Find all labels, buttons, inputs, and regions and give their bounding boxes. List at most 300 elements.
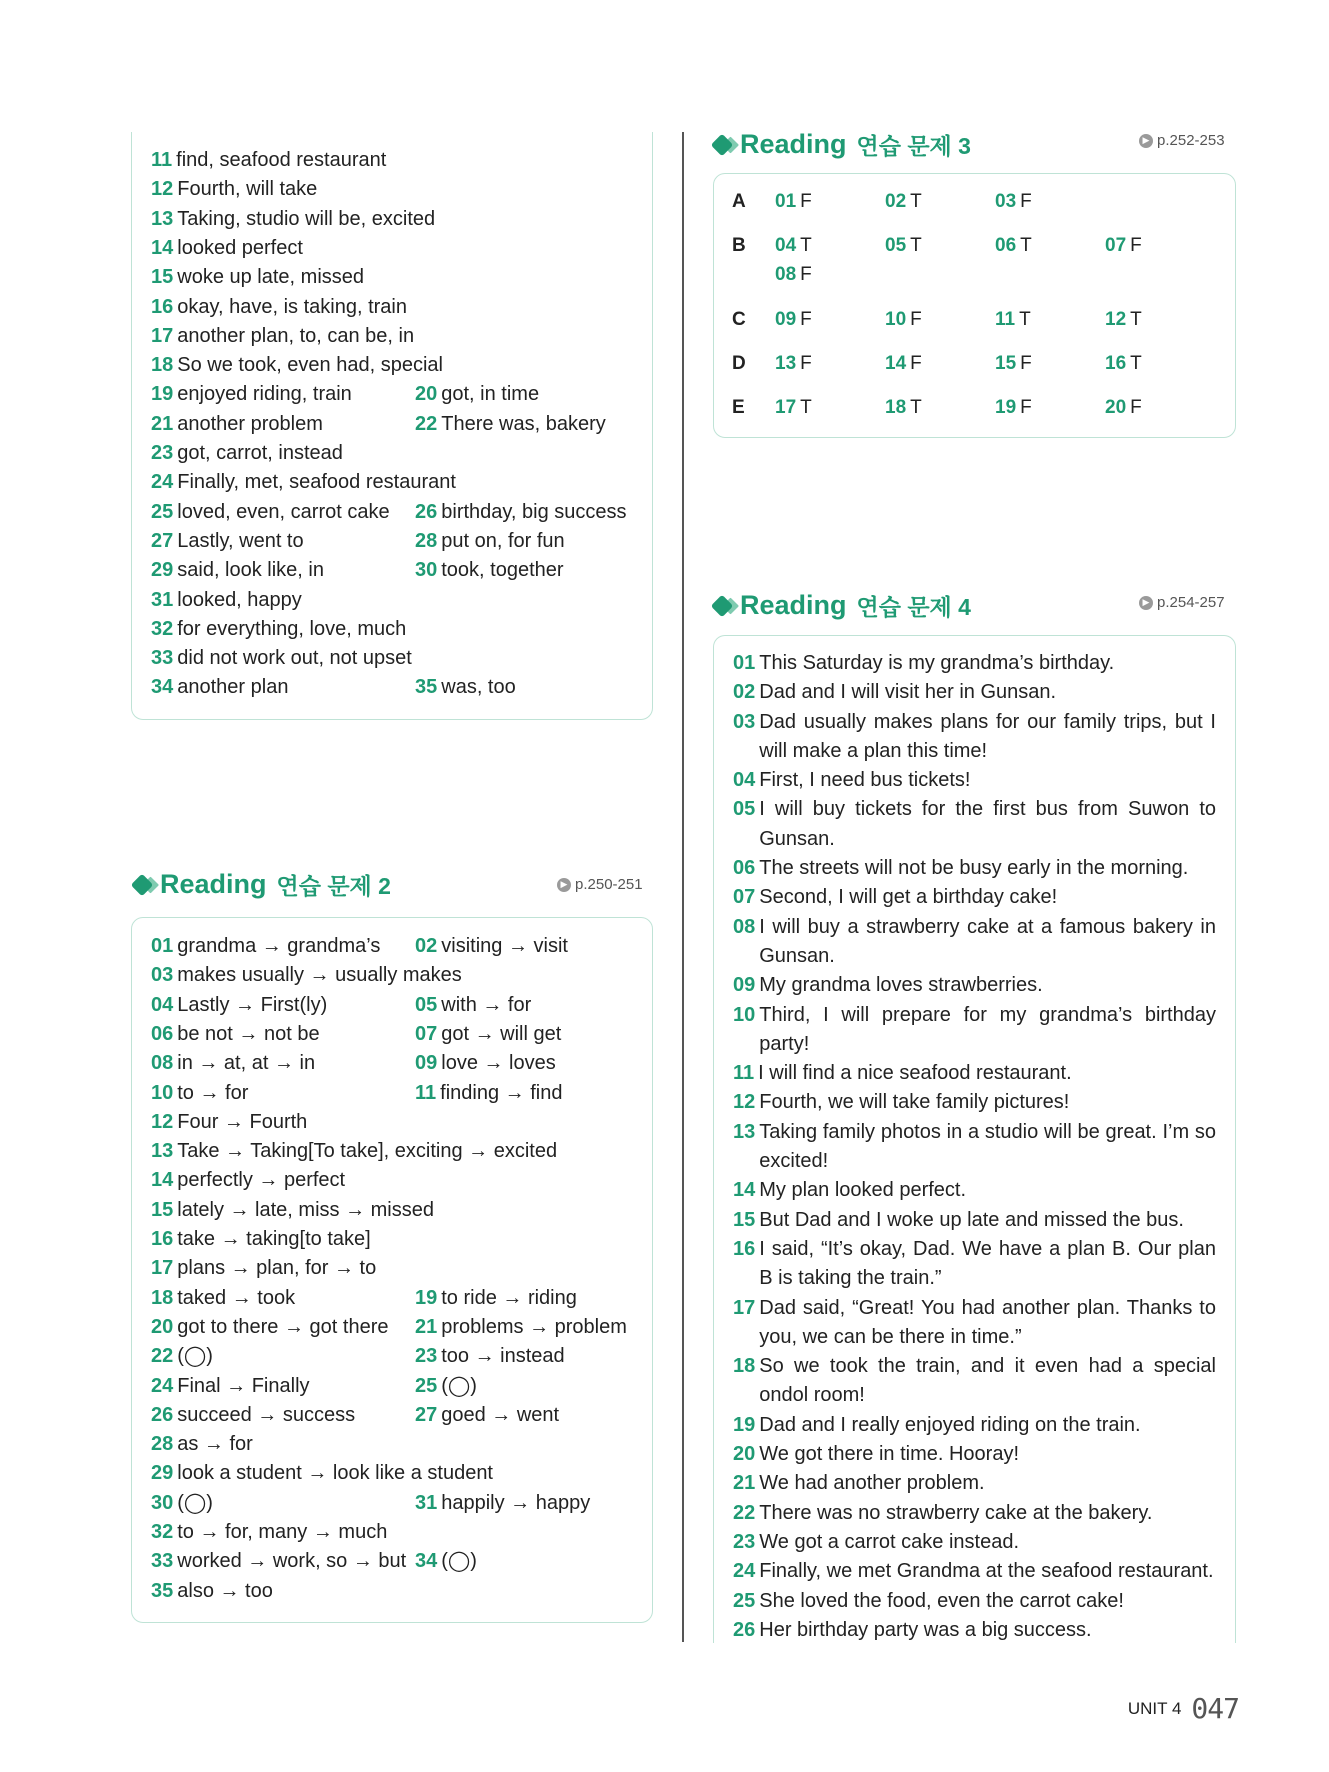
item-text: with → for [441, 993, 532, 1016]
item-text: another problem [177, 412, 323, 435]
item-text: plans → plan, for → to [177, 1257, 377, 1280]
answer-item [151, 1166, 345, 1195]
answer-item [415, 527, 565, 556]
sentence-item [733, 1440, 1216, 1469]
sentence-item [733, 1587, 1216, 1616]
item-number: 26 [151, 1403, 174, 1426]
item-text: got, in time [441, 383, 540, 406]
answer-item [151, 293, 407, 322]
item-number: 06 [995, 235, 1017, 256]
item-number: 14 [151, 1169, 174, 1192]
answer-item [415, 1547, 477, 1576]
item-text: Final → Finally [177, 1374, 310, 1397]
tf-value: F [1020, 353, 1032, 374]
item-text: took, together [441, 559, 564, 582]
item-number: 17 [733, 1296, 756, 1319]
item-text: taked → took [177, 1286, 296, 1309]
item-number: 23 [415, 1345, 438, 1368]
item-number: 12 [151, 178, 174, 201]
item-number: 16 [151, 1228, 174, 1250]
item-text: The streets will not be busy early in the morning. [759, 857, 1189, 880]
answer-item [151, 1577, 273, 1606]
item-number: 13 [733, 1120, 756, 1143]
item-text: looked, happy [177, 588, 302, 611]
item-text: makes usually → usually makes [177, 964, 462, 987]
item-text: So we took the train, and it even had a special ondol room! [759, 1355, 1216, 1407]
item-number: 28 [151, 1433, 174, 1456]
answer-item [151, 1079, 248, 1108]
item-number: 35 [415, 676, 438, 699]
item-number: 34 [151, 676, 174, 699]
item-text: perfectly → perfect [177, 1169, 346, 1192]
item-text: I will buy tickets for the first bus from Suwon to Gunsan. [759, 798, 1216, 850]
sentence-item [733, 971, 1216, 1000]
item-text: woke up late, missed [177, 266, 365, 289]
item-text: Third, I will prepare for my grandma’s birthday party! [759, 1003, 1216, 1055]
tf-item [995, 397, 1032, 419]
item-number: 09 [775, 309, 797, 330]
section-3-title-ko: 연습 문제 3 [856, 133, 971, 159]
item-text: lately → late, miss → missed [177, 1198, 434, 1221]
item-text: This Saturday is my grandma’s birthday. [759, 652, 1115, 674]
item-text: My grandma loves strawberries. [759, 974, 1043, 997]
item-number: 19 [733, 1413, 756, 1436]
section-2-title [134, 868, 391, 901]
sentence-item [733, 854, 1216, 883]
tf-item [775, 397, 812, 419]
tf-item [885, 397, 922, 419]
item-text: Lastly → First(ly) [177, 993, 328, 1016]
item-text: take → taking[to take] [177, 1228, 371, 1250]
sentence-item [733, 766, 1216, 795]
diamond-icon [131, 873, 154, 896]
tf-value: F [1130, 397, 1142, 418]
item-number: 07 [1105, 235, 1127, 256]
item-number: 18 [151, 354, 174, 377]
answer-item [151, 468, 456, 497]
item-text: okay, have, is taking, train [177, 295, 407, 318]
tf-value: T [910, 235, 922, 256]
item-number: 30 [151, 1491, 174, 1514]
item-text: loved, even, carrot cake [177, 500, 390, 523]
item-number: 26 [415, 500, 438, 523]
sentence-item [733, 795, 1216, 854]
item-number: 11 [415, 1081, 437, 1104]
item-number: 01 [775, 191, 797, 212]
answer-item [151, 991, 327, 1020]
item-number: 33 [151, 647, 174, 670]
section-3-page-ref [1139, 132, 1225, 149]
item-number: 28 [415, 529, 438, 552]
answer-item [151, 1313, 389, 1342]
item-text: to → for [177, 1081, 249, 1104]
item-text: My plan looked perfect. [759, 1179, 967, 1202]
item-text: worked → work, so → but [177, 1550, 407, 1573]
item-text: look a student → look like a student [177, 1462, 493, 1485]
answer-item [151, 1489, 213, 1518]
answer-item [151, 1137, 557, 1166]
answer-item [415, 991, 531, 1020]
item-text: I will buy a strawberry cake at a famous bakery in Gunsan. [759, 915, 1216, 967]
item-number: 21 [733, 1472, 756, 1495]
answer-item [415, 1313, 627, 1342]
tf-item [775, 353, 812, 375]
answer-item [415, 932, 568, 961]
item-number: 11 [995, 309, 1016, 330]
answer-item [415, 1020, 561, 1049]
item-number: 16 [151, 295, 174, 318]
item-number: 29 [151, 1462, 174, 1485]
item-text: did not work out, not upset [177, 647, 412, 670]
item-number: 12 [733, 1091, 756, 1114]
item-number: 22 [415, 412, 438, 435]
item-number: 35 [151, 1579, 174, 1602]
sentence-item [733, 1235, 1216, 1294]
item-number: 17 [151, 324, 174, 347]
item-number: 32 [151, 1521, 174, 1543]
item-number: 01 [151, 935, 174, 957]
item-number: 18 [733, 1355, 756, 1378]
tf-item [885, 191, 922, 213]
answer-item [415, 410, 606, 439]
column-divider [682, 132, 684, 1642]
item-text: find, seafood restaurant [176, 149, 387, 171]
answer-item [151, 1254, 376, 1283]
answer-item [151, 380, 352, 409]
tf-value: F [1130, 235, 1142, 256]
item-number: 24 [151, 1374, 174, 1397]
tf-row-letter: C [732, 309, 746, 330]
answer-item [151, 1372, 310, 1401]
answer-item [151, 146, 386, 175]
item-text: (◯) [441, 1550, 477, 1573]
item-text: (◯) [177, 1345, 213, 1368]
item-number: 17 [151, 1257, 174, 1280]
item-text: as → for [177, 1433, 253, 1456]
item-text: love → loves [441, 1052, 556, 1075]
item-number: 33 [151, 1550, 174, 1573]
item-text: Finally, met, seafood restaurant [177, 471, 456, 494]
item-number: 24 [151, 471, 174, 494]
item-number: 04 [733, 769, 756, 792]
sentence-item [733, 1616, 1216, 1645]
item-text: There was no strawberry cake at the bakery. [759, 1501, 1153, 1524]
item-text: goed → went [441, 1403, 560, 1426]
item-number: 31 [151, 588, 174, 611]
sentence-item [733, 1088, 1216, 1117]
tf-value: T [1019, 309, 1031, 330]
answer-item [415, 1342, 565, 1371]
item-number: 05 [885, 235, 907, 256]
item-number: 05 [415, 993, 438, 1016]
answer-item [415, 1284, 577, 1313]
play-icon: ▶ [1139, 134, 1153, 148]
item-number: 02 [415, 935, 438, 957]
tf-item [775, 235, 812, 257]
tf-value: T [1020, 235, 1032, 256]
tf-value: F [910, 353, 922, 374]
item-text: So we took, even had, special [177, 354, 443, 377]
item-number: 06 [733, 857, 756, 880]
tf-value: T [800, 235, 812, 256]
answer-item [151, 263, 364, 292]
answer-item [151, 175, 317, 204]
item-number: 22 [151, 1345, 174, 1368]
item-text: Lastly, went to [177, 529, 304, 552]
section-2-page-ref-text: p.250-251 [575, 876, 643, 893]
item-number: 14 [151, 236, 174, 259]
item-text: also → too [177, 1579, 273, 1602]
item-text: There was, bakery [441, 412, 606, 435]
answer-item [151, 932, 380, 961]
tf-value: F [800, 191, 812, 212]
item-text: got → will get [441, 1022, 562, 1045]
item-number: 15 [151, 266, 174, 289]
answer-item [151, 961, 462, 990]
sentence-item [733, 1206, 1216, 1235]
item-text: We got there in time. Hooray! [759, 1443, 1019, 1466]
item-text: Finally, we met Grandma at the seafood restaurant. [759, 1560, 1214, 1583]
tf-value: F [1020, 191, 1032, 212]
answer-item [151, 410, 323, 439]
sentence-item [733, 883, 1216, 912]
item-text: to → for, many → much [177, 1521, 388, 1543]
item-number: 30 [415, 559, 438, 582]
item-text: birthday, big success [441, 500, 627, 523]
section-3-title-en: Reading [740, 129, 847, 159]
item-number: 18 [885, 397, 907, 418]
item-number: 13 [151, 207, 174, 230]
item-text: Dad and I will visit her in Gunsan. [759, 681, 1057, 704]
tf-item [995, 191, 1032, 213]
tf-item [1105, 309, 1142, 331]
page-number: 047 [1191, 1692, 1239, 1725]
item-number: 03 [733, 710, 756, 733]
item-number: 22 [733, 1501, 756, 1524]
item-number: 08 [151, 1052, 174, 1075]
item-number: 02 [885, 191, 907, 212]
item-number: 14 [885, 353, 907, 374]
tf-item [1105, 397, 1142, 419]
answer-item [151, 1518, 387, 1547]
sentence-item [733, 708, 1216, 767]
section-2-title-ko: 연습 문제 2 [276, 873, 391, 899]
answer-item [151, 439, 343, 468]
answer-item [151, 556, 324, 585]
item-text: put on, for fun [441, 529, 565, 552]
sentence-item [733, 1411, 1216, 1440]
tf-value: T [910, 191, 922, 212]
section-4-title-ko: 연습 문제 4 [856, 594, 971, 620]
page-footer [1128, 1692, 1239, 1725]
item-number: 11 [733, 1062, 755, 1085]
item-text: too → instead [441, 1345, 565, 1368]
item-text: Dad and I really enjoyed riding on the train. [759, 1413, 1141, 1436]
item-number: 26 [733, 1618, 756, 1641]
item-number: 23 [151, 442, 174, 464]
tf-value: T [910, 397, 922, 418]
tf-item [775, 191, 812, 213]
item-text: be not → not be [177, 1022, 320, 1045]
item-text: to ride → riding [441, 1286, 577, 1309]
answer-item [415, 498, 627, 527]
item-number: 03 [151, 964, 174, 987]
sentence-item [733, 913, 1216, 972]
item-text: We had another problem. [759, 1472, 985, 1495]
tf-item [1105, 353, 1142, 375]
tf-value: T [1130, 309, 1142, 330]
section-3-page-ref-text: p.252-253 [1157, 132, 1225, 149]
item-number: 12 [151, 1110, 174, 1133]
answer-item [415, 380, 539, 409]
item-number: 32 [151, 617, 174, 640]
sentence-item [733, 1176, 1216, 1205]
item-text: for everything, love, much [177, 617, 407, 640]
item-number: 15 [995, 353, 1017, 374]
item-number: 09 [415, 1052, 438, 1075]
sentence-item [733, 1294, 1216, 1353]
answer-item [151, 527, 304, 556]
answer-item [151, 1459, 493, 1488]
item-number: 18 [151, 1286, 174, 1309]
item-text: Taking family photos in a studio will be great. I’m so excited! [759, 1120, 1216, 1173]
item-number: 25 [733, 1589, 756, 1612]
tf-item [995, 309, 1031, 331]
tf-row-letter: E [732, 397, 745, 418]
item-number: 10 [733, 1003, 756, 1026]
unit-label: UNIT 4 [1127, 1698, 1182, 1718]
answer-item [151, 234, 303, 263]
answer-item [151, 673, 288, 702]
item-number: 07 [733, 886, 756, 909]
answer-item [151, 1284, 295, 1313]
item-number: 19 [415, 1286, 438, 1309]
item-text: Her birthday party was a big success. [759, 1618, 1092, 1641]
answer-item [151, 205, 435, 234]
item-text: grandma → grandma’s [177, 935, 381, 957]
sentence-list [733, 649, 1216, 1645]
item-number: 23 [733, 1530, 756, 1553]
answer-item [151, 644, 412, 673]
sentence-item [733, 1499, 1216, 1528]
item-number: 15 [151, 1198, 174, 1221]
answer-item [151, 498, 390, 527]
tf-value: F [910, 309, 922, 330]
sentence-item [733, 1059, 1216, 1088]
tf-value: F [800, 353, 812, 374]
item-text: got to there → got there [177, 1315, 389, 1338]
item-number: 20 [415, 383, 438, 406]
item-number: 24 [733, 1560, 756, 1583]
answer-item [151, 1430, 253, 1459]
item-text: Take → Taking[To take], exciting → excited [177, 1140, 558, 1163]
item-text: First, I need bus tickets! [759, 769, 971, 792]
tf-value: F [800, 309, 812, 330]
item-number: 12 [1105, 309, 1127, 330]
tf-value: F [800, 264, 812, 285]
diamond-icon [711, 594, 734, 617]
answer-item [151, 322, 414, 351]
item-number: 15 [733, 1208, 756, 1231]
tf-value: T [1130, 353, 1142, 374]
answer-item [415, 673, 516, 702]
item-text: I said, “It’s okay, Dad. We have a plan B. Our plan B is taking the train.” [759, 1237, 1216, 1290]
item-text: Four → Fourth [177, 1110, 308, 1133]
item-number: 25 [415, 1374, 438, 1397]
item-number: 27 [415, 1403, 438, 1426]
tf-item [775, 264, 812, 286]
answer-item [415, 1372, 477, 1401]
tf-item [1105, 235, 1142, 257]
item-number: 13 [775, 353, 797, 374]
answer-item [151, 1225, 371, 1254]
item-number: 06 [151, 1022, 174, 1045]
answer-item [151, 1020, 320, 1049]
sentence-item [733, 1001, 1216, 1060]
item-text: got, carrot, instead [177, 442, 343, 464]
item-number: 20 [151, 1315, 174, 1338]
item-text: problems → problem [441, 1315, 627, 1338]
item-number: 10 [885, 309, 907, 330]
tf-value: T [800, 397, 812, 418]
item-number: 01 [733, 652, 756, 674]
tf-value: F [1020, 397, 1032, 418]
tf-item [775, 309, 812, 331]
item-number: 09 [733, 974, 756, 997]
item-text: another plan [177, 676, 289, 699]
item-number: 29 [151, 559, 174, 582]
item-text: visiting → visit [441, 935, 568, 957]
item-number: 04 [151, 993, 174, 1016]
play-icon: ▶ [1139, 596, 1153, 610]
answer-item [151, 1196, 434, 1225]
item-number: 21 [415, 1315, 438, 1338]
item-text: Fourth, we will take family pictures! [759, 1091, 1070, 1114]
item-text: She loved the food, even the carrot cake! [759, 1589, 1124, 1612]
item-number: 20 [733, 1443, 756, 1466]
section-4-page-ref-text: p.254-257 [1157, 594, 1225, 611]
answer-item [151, 1342, 213, 1371]
item-number: 19 [995, 397, 1017, 418]
sentence-item [733, 1352, 1216, 1411]
sentence-item [733, 1118, 1216, 1177]
answer-item [151, 1049, 315, 1078]
item-text: happily → happy [441, 1491, 591, 1514]
section-2-title-en: Reading [160, 869, 267, 899]
section-4-page-ref [1139, 594, 1225, 611]
section-2-page-ref [557, 876, 643, 893]
answer-item [151, 1547, 406, 1576]
item-text: (◯) [177, 1491, 213, 1514]
item-number: 08 [733, 915, 756, 938]
sentence-item [733, 1528, 1216, 1557]
item-text: (◯) [441, 1374, 477, 1397]
answer-item [415, 1401, 559, 1430]
item-text: But Dad and I woke up late and missed the bus. [759, 1208, 1184, 1231]
sentence-item [733, 678, 1216, 707]
section-4-title [714, 589, 971, 622]
tf-item [885, 309, 922, 331]
item-text: was, too [441, 676, 516, 699]
tf-item [995, 235, 1032, 257]
item-number: 05 [733, 798, 756, 821]
item-text: Dad usually makes plans for our family trips, but I will make a plan this time! [759, 710, 1216, 762]
diamond-icon [711, 133, 734, 156]
answer-item [415, 556, 564, 585]
item-number: 03 [995, 191, 1017, 212]
item-text: Second, I will get a birthday cake! [759, 886, 1058, 909]
tf-item [885, 235, 922, 257]
